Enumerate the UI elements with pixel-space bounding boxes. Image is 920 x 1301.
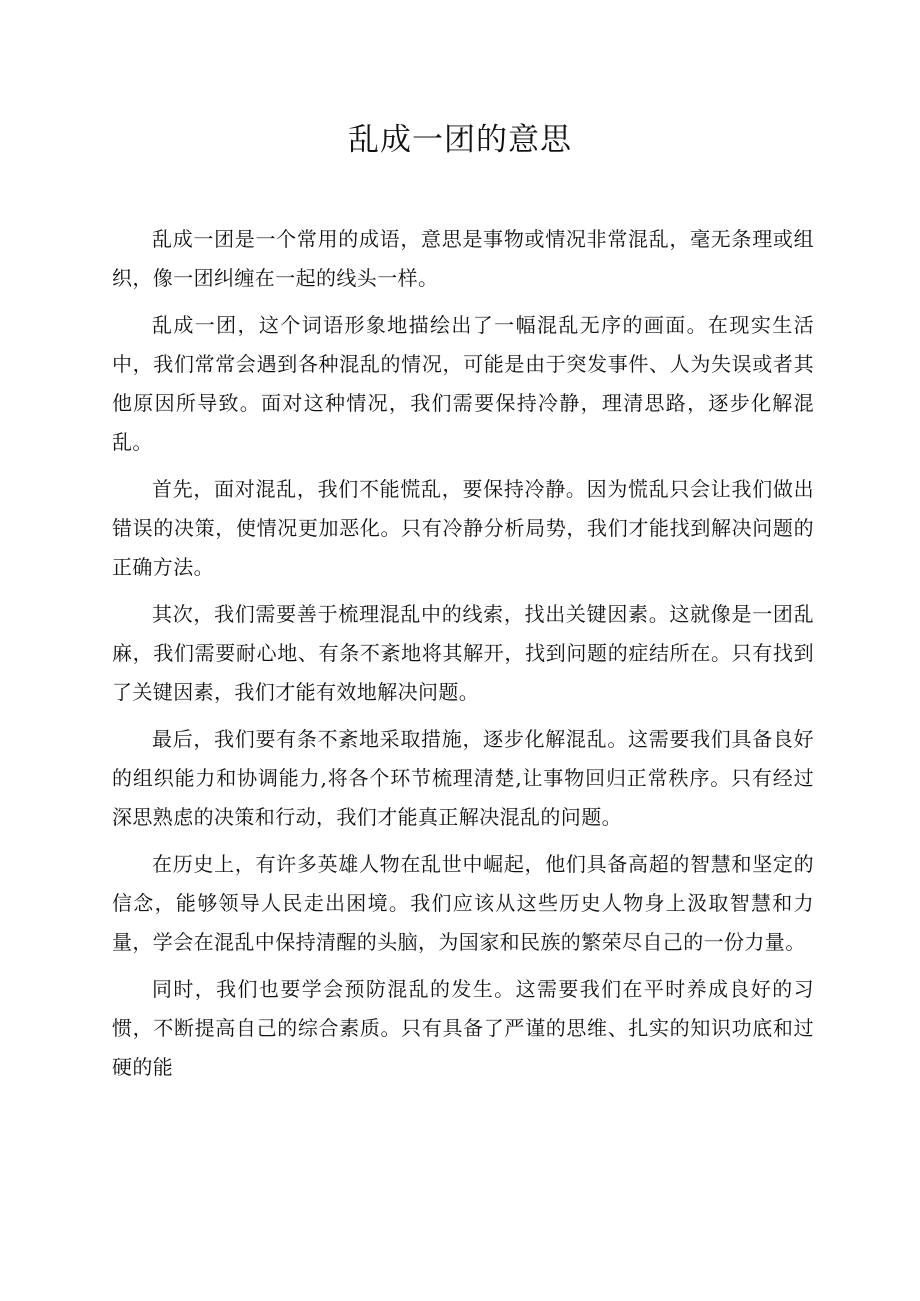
paragraph-1: 乱成一团是一个常用的成语，意思是事物或情况非常混乱，毫无条理或组织，像一团纠缠在一起的线头一样。 xyxy=(112,227,814,290)
paragraph-3: 首先，面对混乱，我们不能慌乱，要保持冷静。因为慌乱只会让我们做出错误的决策，使情况更加恶化。只有冷静分析局势，我们才能找到解决问题的正确方法。 xyxy=(112,477,814,579)
paragraph-2: 乱成一团，这个词语形象地描绘出了一幅混乱无序的画面。在现实生活中，我们常常会遇到各种混乱的情况，可能是由于突发事件、人为失误或者其他原因所导致。面对这种情况，我们需要保持冷静，理清思路，逐步化解混乱。 xyxy=(112,313,814,454)
paragraph-6: 在历史上，有许多英雄人物在乱世中崛起，他们具备高超的智慧和坚定的信念，能够领导人民走出困境。我们应该从这些历史人物身上汲取智慧和力量，学会在混乱中保持清醒的头脑，为国家和民族的繁荣尽自己的一份力量。 xyxy=(112,852,814,954)
paragraph-5: 最后，我们要有条不紊地采取措施，逐步化解混乱。这需要我们具备良好的组织能力和协调能力,将各个环节梳理清楚,让事物回归正常秩序。只有经过深思熟虑的决策和行动，我们才能真正解决混乱的问题。 xyxy=(112,727,814,829)
paragraph-4: 其次，我们需要善于梳理混乱中的线索，找出关键因素。这就像是一团乱麻，我们需要耐心地、有条不紊地将其解开，找到问题的症结所在。只有找到了关键因素，我们才能有效地解决问题。 xyxy=(112,602,814,704)
paragraph-7: 同时，我们也要学会预防混乱的发生。这需要我们在平时养成良好的习惯，不断提高自己的综合素质。只有具备了严谨的思维、扎实的知识功底和过硬的能 xyxy=(112,977,814,1079)
document-body xyxy=(112,220,814,1095)
document-title: 乱成一团的意思 xyxy=(348,122,572,158)
